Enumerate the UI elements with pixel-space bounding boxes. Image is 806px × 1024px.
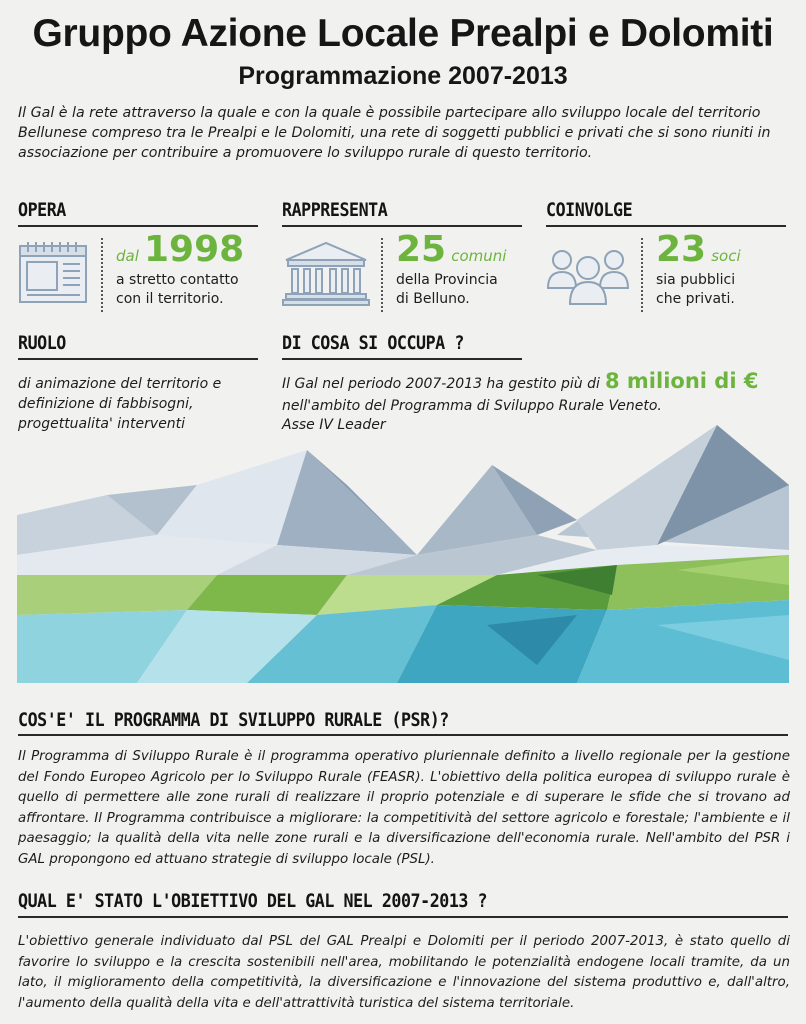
coinvolge-line2: che privati. — [656, 291, 735, 307]
rappresenta-line1: della Provincia — [396, 272, 498, 288]
occupa-heading: DI COSA SI OCCUPA ? — [282, 333, 464, 354]
occupa-line1-text: Il Gal nel periodo 2007-2013 ha gestito più di — [282, 376, 600, 392]
rappresenta-separator — [381, 238, 383, 312]
intro-text: Il Gal è la rete attraverso la quale e con la quale è possibile partecipare allo sviluppo locale del territorio Bellunese compreso tra le Prealpi e le Dolomiti, una rete di soggetti pubblici e privati che si sono riuniti in associazione per contribuire a promuovere lo sviluppo rurale di questo territorio. — [18, 105, 771, 161]
calendar-icon — [18, 240, 90, 306]
coinvolge-line1: sia pubblici — [656, 272, 736, 288]
ruolo-rule — [18, 358, 258, 360]
occupa-line3: Asse IV Leader — [282, 417, 386, 433]
rappresenta-heading: RAPPRESENTA — [282, 200, 388, 221]
building-icon — [282, 240, 370, 306]
ruolo-line2: definizione di fabbisogni, — [18, 396, 194, 412]
psr-text: Il Programma di Sviluppo Rurale è il programma operativo pluriennale definito a livello regionale per la gestione del Fondo Europeo Agricolo per lo Sviluppo Rurale (FEASR). L'obiettivo della politica europea di sviluppo rurale è quello di permettere alle zone rurali di realizzare il proprio potenziale e di superare le sfide che si trovano ad affrontare. Il Programma contribuisce a migliorare: la competitività del settore agricolo e forestale; l'ambiente e il paesaggio; la qualità della vita nelle zone rurali e la diversificazione dell'economia rurale. Nell'ambito del PSR i GAL propongono ed attuano strategie di sviluppo locale (PSL). — [18, 749, 790, 867]
ruolo-line1: di animazione del territorio e — [18, 376, 222, 392]
psr-rule — [18, 734, 788, 736]
opera-stat — [116, 230, 244, 270]
rappresenta-number: 25 — [396, 229, 447, 270]
occupa-line1 — [282, 369, 758, 394]
occupa-line2: nell'ambito del Programma di Sviluppo Rurale Veneto. — [282, 398, 662, 414]
coinvolge-suffix: soci — [711, 247, 741, 265]
ruolo-heading: RUOLO — [18, 333, 66, 354]
psr-heading: COS'E' IL PROGRAMMA DI SVILUPPO RURALE (PSR)? — [18, 710, 449, 731]
coinvolge-number: 23 — [656, 229, 707, 270]
opera-line1: a stretto contatto — [116, 272, 239, 288]
obiettivo-rule — [18, 916, 788, 918]
coinvolge-separator — [641, 238, 643, 312]
coinvolge-stat — [656, 230, 741, 270]
rappresenta-suffix: comuni — [451, 247, 507, 265]
opera-separator — [101, 238, 103, 312]
rappresenta-stat — [396, 230, 506, 270]
people-icon — [546, 244, 630, 306]
opera-number: 1998 — [143, 229, 245, 270]
opera-heading: OPERA — [18, 200, 66, 221]
obiettivo-text: L'obiettivo generale individuato dal PSL del GAL Prealpi e Dolomiti per il periodo 2007-2013, è stato quello di favorire lo sviluppo e la crescita sostenibili nell'area, mobilitando le potenzialità endogene locali tramite, da un lato, il miglioramento della competitività, la diversificazione e l'innovazione del sistema produttivo e, dall'altro, l'aumento della qualità della vita e dell'attrattività turistica del sistema territoriale. — [18, 934, 790, 1011]
rappresenta-rule — [282, 225, 522, 227]
obiettivo-heading: QUAL E' STATO L'OBIETTIVO DEL GAL NEL 2007-2013 ? — [18, 891, 488, 912]
coinvolge-rule — [546, 225, 786, 227]
ruolo-line3: progettualita' interventi — [18, 416, 186, 432]
coinvolge-heading: COINVOLGE — [546, 200, 633, 221]
opera-prefix: dal — [116, 247, 139, 265]
page-subtitle: Programmazione 2007-2013 — [238, 62, 568, 90]
page-title: Gruppo Azione Locale Prealpi e Dolomiti — [32, 12, 774, 55]
opera-rule — [18, 225, 258, 227]
occupa-amount: 8 milioni di € — [605, 369, 759, 393]
occupa-rule — [282, 358, 522, 360]
mountain-landscape-illustration — [17, 425, 789, 683]
opera-line2: con il territorio. — [116, 291, 224, 307]
rappresenta-line2: di Belluno. — [396, 291, 470, 307]
